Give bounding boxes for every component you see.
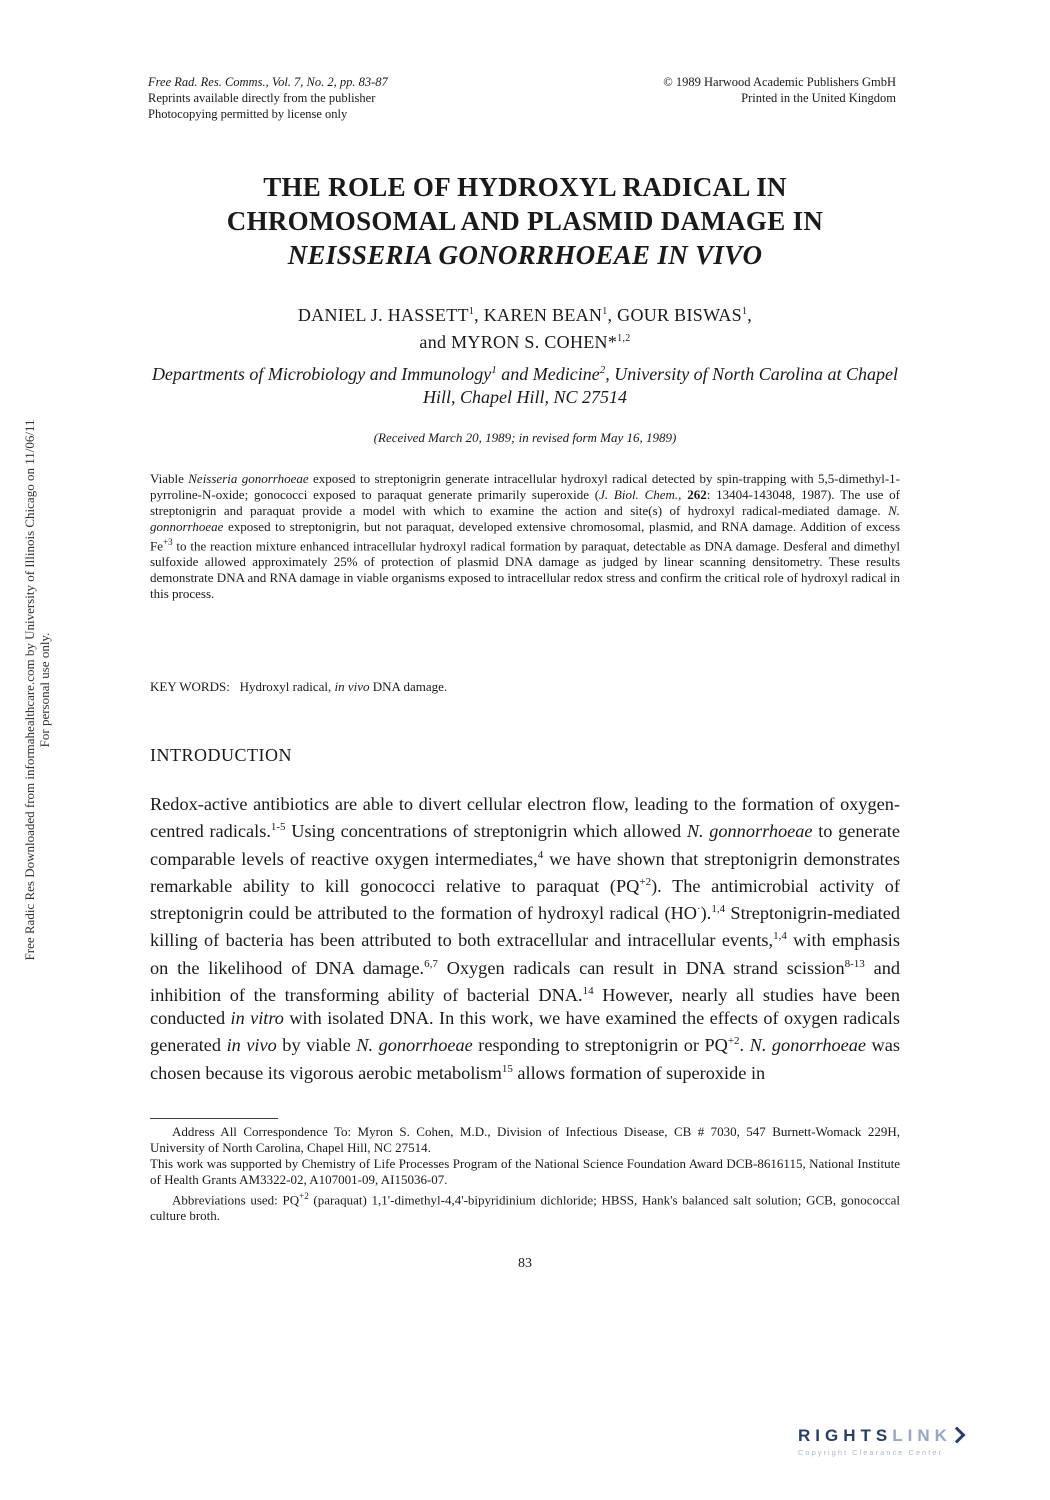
charge-sup: +2 [639, 875, 652, 888]
body-italic: N. gonorrhoeae [749, 1035, 867, 1056]
rightslink-word-link: LINK [892, 1426, 952, 1445]
download-watermark-line-1: Free Radic Res Downloaded from informahealthcare.com by University of Illinois Chicago on 11/06/11 [22, 419, 37, 961]
body-seg: However, nearly all studies have been conducted [150, 985, 901, 1029]
rightslink-logo[interactable] [798, 1426, 1038, 1476]
section-heading-introduction: INTRODUCTION [150, 745, 292, 765]
footnote-divider [150, 1118, 278, 1119]
footnote-abbr-sup: +2 [299, 1191, 309, 1201]
abstract-italic-2: N. gonnorrhoeae [150, 502, 900, 534]
body-seg: responding to streptonigrin or PQ [472, 1035, 728, 1056]
abstract: Viable Neisseria gonorrhoeae exposed to streptonigrin generate intracellular hydroxyl radical detected by spin-trapping with 5,5-dimethyl-1-pyrroline-N-oxide; gonococci exposed to paraquat generate primarily superoxide (J. Biol. Chem., 262: 13404-143048, 1987). The use of streptonigrin and paraquat provide a model with which to examine the action and site(s) of hydroxyl radical-mediated damage. N. gonnorrhoeae exposed to streptonigrin, but not paraquat, developed extensive chromosomal, plasmid, and RNA damage. Addition of excess $Fe^{+3}$ to the reaction mixture enhanced intracellular hydroxyl radical formation by paraquat, detectable as DNA damage. Desferal and dimethyl sulfoxide allowed approximately 25% of protection of plasmid DNA damage as judged by linear scanning densitometry. These results demonstrate DNA and RNA damage in viable organisms exposed to intracellular redox stress and confirm the critical role of hydroxyl radical in this process. [150, 471, 901, 601]
journal-citation: Free Rad. Res. Comms., Vol. 7, No. 2, pp. 83-87 [148, 75, 388, 89]
body-seg: Using concentrations of streptonigrin which allowed [285, 821, 687, 842]
reprints-note: Reprints available directly from the publisher [148, 91, 376, 105]
footnotes [150, 1124, 900, 1224]
body-seg: Oxygen radicals can result in DNA strand scission [437, 957, 845, 978]
body-seg: by viable [276, 1035, 357, 1056]
author-2: KAREN BEAN [483, 305, 603, 325]
body-seg: allows formation of superoxide in [512, 1062, 766, 1083]
abstract-seg-3: : 13404-143048, 1987). The use of streptonigrin and paraquat provide a model with which to examine the action and site(s) of hydroxyl radical-mediated damage. [150, 486, 901, 518]
affiliation-part-1: Departments of Microbiology and Immunology [151, 364, 492, 384]
body-italic: N. gonorrhoeae [356, 1035, 473, 1056]
body-paragraph [150, 793, 900, 1085]
received-dates: (Received March 20, 1989; in revised form May 16, 1989) [373, 430, 677, 445]
citation-ref: 6,7 [424, 957, 438, 970]
footnote-funding: This work was supported by Chemistry of Life Processes Program of the National Science Foundation Award DCB-8616115, National Institute of Health Grants AM3322-02, A107001-09, AI15036-07. [150, 1156, 900, 1187]
keywords-label: KEY WORDS: [150, 679, 230, 694]
footnote-abbr-2: (paraquat) 1,1'-dimethyl-4,4'-bipyridinium dichloride; HBSS, Hank's balanced salt solution; GCB, gonococcal culture broth. [150, 1192, 900, 1224]
photocopy-note: Photocopying permitted by license only [148, 107, 348, 121]
citation-ref: 1,4 [711, 903, 726, 916]
citation-ref: 1,4 [773, 930, 787, 943]
charge-sup: +2 [727, 1035, 740, 1048]
footnote-correspondence: Address All Correspondence To: Myron S. Cohen, M.D., Division of Infectious Disease, CB # 7030, 547 Burnett-Womack 229H, University of North Carolina, Chapel Hill, NC 27514. [150, 1124, 900, 1155]
abstract-seg-4: exposed to streptonigrin, but not paraquat, developed extensive chromosomal, plasmid, and RNA damage. Addition of excess Fe [150, 518, 900, 553]
body-seg: Streptonigrin-mediated killing of bacteria has been attributed to both extracellular and intracellular events, [150, 903, 900, 951]
keywords [150, 679, 900, 695]
author-and: and [419, 332, 447, 352]
body-italic: in vitro [230, 1008, 284, 1029]
citation-ref: 15 [501, 1062, 513, 1075]
abstract-journal: J. Biol. Chem. [599, 486, 679, 502]
rightslink-subtitle: Copyright Clearance Center [798, 1448, 943, 1457]
body-seg: ). The antimicrobial activity of streptonigrin could be attributed to the formation of hydroxyl radical (HO [150, 875, 900, 924]
body-italic: N. gonnorrhoeae [686, 821, 813, 842]
affiliation [150, 359, 900, 409]
title-line-3: NEISSERIA GONORRHOEAE IN VIVO [287, 240, 763, 270]
body-seg: ). [700, 903, 712, 924]
keywords-text-1: Hydroxyl radical, [239, 679, 335, 694]
keywords-italic: in vivo [334, 679, 370, 694]
running-header-left [148, 74, 508, 122]
author-3-sup: 1 [741, 306, 748, 317]
author-1-sup: 1 [468, 306, 475, 317]
body-seg: with isolated DNA. In this work, we have examined the effects of oxygen radicals generated [150, 1008, 900, 1056]
copyright-line: © 1989 Harwood Academic Publishers GmbH [663, 75, 896, 89]
author-2-sup: 1 [602, 306, 608, 317]
author-4-sup: 1,2 [617, 333, 631, 344]
author-3: GOUR BISWAS [617, 305, 742, 325]
download-watermark [22, 360, 52, 1020]
citation-ref: 8-13 [844, 957, 865, 970]
body-seg: to generate comparable levels of reactive oxygen intermediates, [150, 821, 901, 869]
citation-ref: 4 [537, 848, 544, 861]
author-list: DANIEL J. HASSETT$^1$, KAREN BEAN$^1$, GOUR BISWAS$^1$, and MYRON S. COHEN*$^{1,2}$ [297, 305, 753, 352]
keywords-text-2: DNA damage. [369, 679, 448, 694]
abstract-seg-2: exposed to streptonigrin generate intracellular hydroxyl radical detected by spin-trapping with 5,5-dimethyl-1-pyrroline-N-oxide; gonococci exposed to paraquat generate primarily superoxide ( [150, 471, 900, 502]
printed-in-line: Printed in the United Kingdom [741, 91, 896, 105]
author-4: MYRON S. COHEN* [451, 332, 618, 352]
title-line-2: CHROMOSOMAL AND PLASMID DAMAGE IN [226, 206, 824, 236]
body-seg: . [739, 1035, 750, 1056]
running-header-right [560, 74, 896, 106]
affiliation-part-2: and Medicine [496, 364, 600, 384]
article-title [120, 170, 930, 272]
body-seg: with emphasis on the likelihood of DNA damage. [150, 930, 900, 978]
citation-ref: 14 [582, 984, 594, 997]
author-1: DANIEL J. HASSETT [297, 305, 469, 325]
affiliation-sup-2: 2 [599, 364, 606, 376]
abstract-sup: +3 [163, 536, 173, 547]
title-line-1: THE ROLE OF HYDROXYL RADICAL IN [263, 172, 787, 202]
abstract-volume: 262 [687, 486, 707, 502]
body-seg: Redox-active antibiotics are able to divert cellular electron flow, leading to the formation of oxygen-centred radicals. [150, 794, 900, 842]
affiliation-part-3: , University of North Carolina at Chapel Hill, Chapel Hill, NC 27514 [422, 364, 899, 407]
page-number: 83 [518, 1256, 532, 1271]
footnote-abbreviations [150, 1188, 900, 1224]
body-seg: and inhibition of the transforming ability of bacterial DNA. [150, 957, 900, 1006]
abstract-italic-1: Neisseria gonorrhoeae [188, 471, 309, 486]
radical-dot: · [696, 903, 701, 916]
abstract-seg-5: to the reaction mixture enhanced intracellular hydroxyl radical formation by paraquat, detectable as DNA damage. Desferal and dimethyl sulfoxide allowed approximately 25% of protection of plasmid DNA damage as judged by linear scanning densitometry. These results demonstrate DNA and RNA damage in viable organisms exposed to intracellular redox stress and confirm the critical role of hydroxyl radical in this process. [150, 537, 900, 601]
abstract-seg-1: Viable [150, 471, 189, 486]
body-seg: was chosen because its vigorous aerobic metabolism [150, 1035, 900, 1083]
citation-ref: 1-5 [270, 821, 286, 834]
body-seg: we have shown that streptonigrin demonstrates remarkable ability to kill gonococci relative to paraquat (PQ [150, 848, 900, 896]
body-italic: in vivo [226, 1035, 277, 1056]
rightslink-word-rights: RIGHTS [798, 1426, 893, 1445]
download-watermark-line-2: For personal use only. [37, 632, 52, 748]
affiliation-sup-1: 1 [491, 364, 497, 376]
footnote-abbr-1: Abbreviations used: PQ [172, 1192, 300, 1208]
